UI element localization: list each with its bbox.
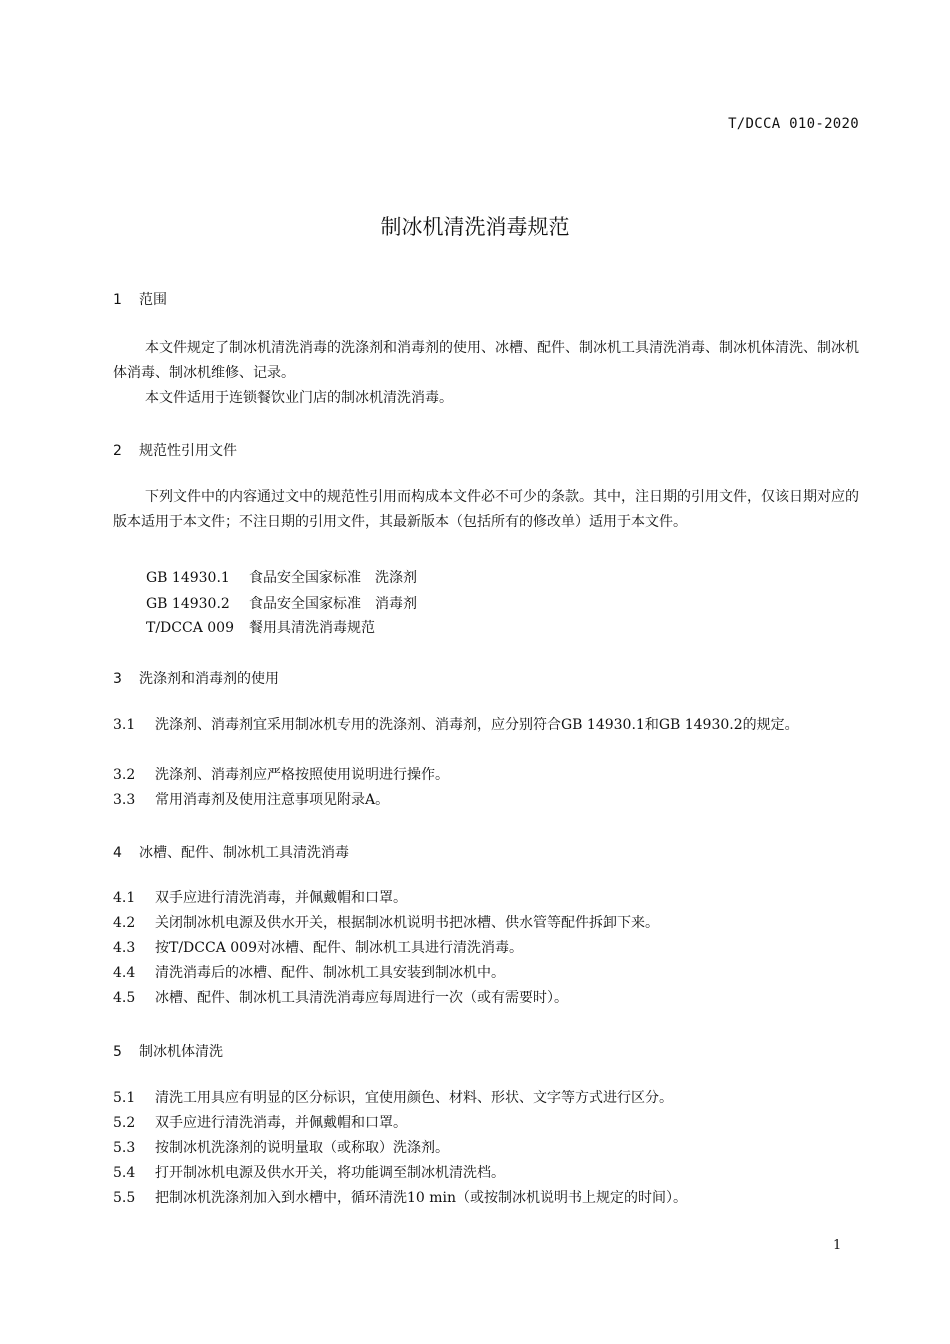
normative-references-paragraph: 下列文件中的内容通过文中的规范性引用而构成本文件必不可少的条款。其中，注日期的引用文件，仅该日期对应的版本适用于本文件；不注日期的引用文件，其最新版本（包括所有的修改单）适用于本文件。 bbox=[113, 489, 859, 530]
section-title: 冰槽、配件、制冰机工具清洗消毒 bbox=[139, 845, 349, 861]
section-title: 制冰机体清洗 bbox=[139, 1044, 223, 1060]
section-number: 5 bbox=[113, 1044, 122, 1060]
clause-number: 4.2 bbox=[113, 915, 136, 931]
clause-number: 4.3 bbox=[113, 940, 136, 956]
clause-number: 4.5 bbox=[113, 990, 136, 1006]
reference-item bbox=[146, 567, 417, 587]
reference-item bbox=[146, 617, 375, 637]
clause-text: 把制冰机洗涤剂加入到水槽中，循环清洗10 min（或按制冰机说明书上规定的时间）。 bbox=[155, 1190, 688, 1206]
clause-number: 4.4 bbox=[113, 965, 136, 981]
clause-number: 5.3 bbox=[113, 1140, 136, 1156]
reference-code: T/DCCA 009 bbox=[146, 620, 234, 636]
clause-text: 双手应进行清洗消毒，并佩戴帽和口罩。 bbox=[155, 890, 407, 906]
reference-name: 食品安全国家标准 消毒剂 bbox=[249, 596, 417, 612]
reference-name: 食品安全国家标准 洗涤剂 bbox=[249, 570, 417, 586]
document-code: T/DCCA 010-2020 bbox=[728, 116, 859, 132]
clause-number: 5.2 bbox=[113, 1115, 136, 1131]
section-1-heading bbox=[113, 289, 167, 309]
clause-item bbox=[113, 1086, 859, 1111]
clause-item bbox=[113, 1186, 859, 1211]
clause-text: 按制冰机洗涤剂的说明量取（或称取）洗涤剂。 bbox=[155, 1140, 449, 1156]
clause-text: 打开制冰机电源及供水开关，将功能调至制冰机清洗档。 bbox=[155, 1165, 505, 1181]
section-3-heading bbox=[113, 668, 279, 688]
clause-item bbox=[113, 911, 859, 936]
reference-code: GB 14930.2 bbox=[146, 596, 230, 612]
reference-item bbox=[146, 593, 417, 613]
reference-code: GB 14930.1 bbox=[146, 570, 230, 586]
clause-number: 5.4 bbox=[113, 1165, 136, 1181]
clause-item bbox=[113, 1136, 859, 1161]
section-number: 4 bbox=[113, 845, 122, 861]
section-title: 范围 bbox=[139, 292, 167, 308]
clause-text: 常用消毒剂及使用注意事项见附录A。 bbox=[155, 792, 390, 808]
clause-text: 洗涤剂、消毒剂应严格按照使用说明进行操作。 bbox=[155, 767, 449, 783]
page-title: 制冰机清洗消毒规范 bbox=[380, 215, 570, 239]
clause-number: 3.1 bbox=[113, 717, 136, 733]
clause-item bbox=[113, 1161, 859, 1186]
clause-number: 3.3 bbox=[113, 792, 136, 808]
clause-item bbox=[113, 788, 859, 813]
clause-item bbox=[113, 886, 859, 911]
clause-number: 5.5 bbox=[113, 1190, 136, 1206]
clause-number: 5.1 bbox=[113, 1090, 136, 1106]
clause-text: 按T/DCCA 009对冰槽、配件、制冰机工具进行清洗消毒。 bbox=[155, 940, 523, 956]
clause-item bbox=[113, 936, 859, 961]
clause-text: 洗涤剂、消毒剂宜采用制冰机专用的洗涤剂、消毒剂，应分别符合GB 14930.1和GB 14930.2的规定。 bbox=[155, 717, 799, 733]
section-title: 规范性引用文件 bbox=[139, 443, 237, 459]
section-5-heading bbox=[113, 1041, 223, 1061]
clause-item bbox=[113, 986, 859, 1011]
section-number: 2 bbox=[113, 443, 122, 459]
clause-text: 冰槽、配件、制冰机工具清洗消毒应每周进行一次（或有需要时）。 bbox=[155, 990, 568, 1006]
clause-text: 清洗工用具应有明显的区分标识，宜使用颜色、材料、形状、文字等方式进行区分。 bbox=[155, 1090, 673, 1106]
scope-paragraph-1: 本文件规定了制冰机清洗消毒的洗涤剂和消毒剂的使用、冰槽、配件、制冰机工具清洗消毒、制冰机体清洗、制冰机体消毒、制冰机维修、记录。 bbox=[113, 340, 859, 381]
clause-item bbox=[113, 961, 859, 986]
reference-name: 餐用具清洗消毒规范 bbox=[249, 620, 375, 636]
section-number: 3 bbox=[113, 671, 122, 687]
clause-number: 3.2 bbox=[113, 767, 136, 783]
clause-number: 4.1 bbox=[113, 890, 136, 906]
page-number: 1 bbox=[833, 1238, 842, 1253]
clause-text: 清洗消毒后的冰槽、配件、制冰机工具安装到制冰机中。 bbox=[155, 965, 505, 981]
scope-paragraph-2: 本文件适用于连锁餐饮业门店的制冰机清洗消毒。 bbox=[145, 390, 453, 406]
section-4-heading bbox=[113, 842, 349, 862]
section-2-heading bbox=[113, 440, 237, 460]
section-number: 1 bbox=[113, 292, 122, 308]
clause-item bbox=[113, 1111, 859, 1136]
clause-text: 双手应进行清洗消毒，并佩戴帽和口罩。 bbox=[155, 1115, 407, 1131]
clause-item bbox=[113, 713, 859, 738]
clause-item bbox=[113, 763, 859, 788]
clause-text: 关闭制冰机电源及供水开关，根据制冰机说明书把冰槽、供水管等配件拆卸下来。 bbox=[155, 915, 659, 931]
section-title: 洗涤剂和消毒剂的使用 bbox=[139, 671, 279, 687]
